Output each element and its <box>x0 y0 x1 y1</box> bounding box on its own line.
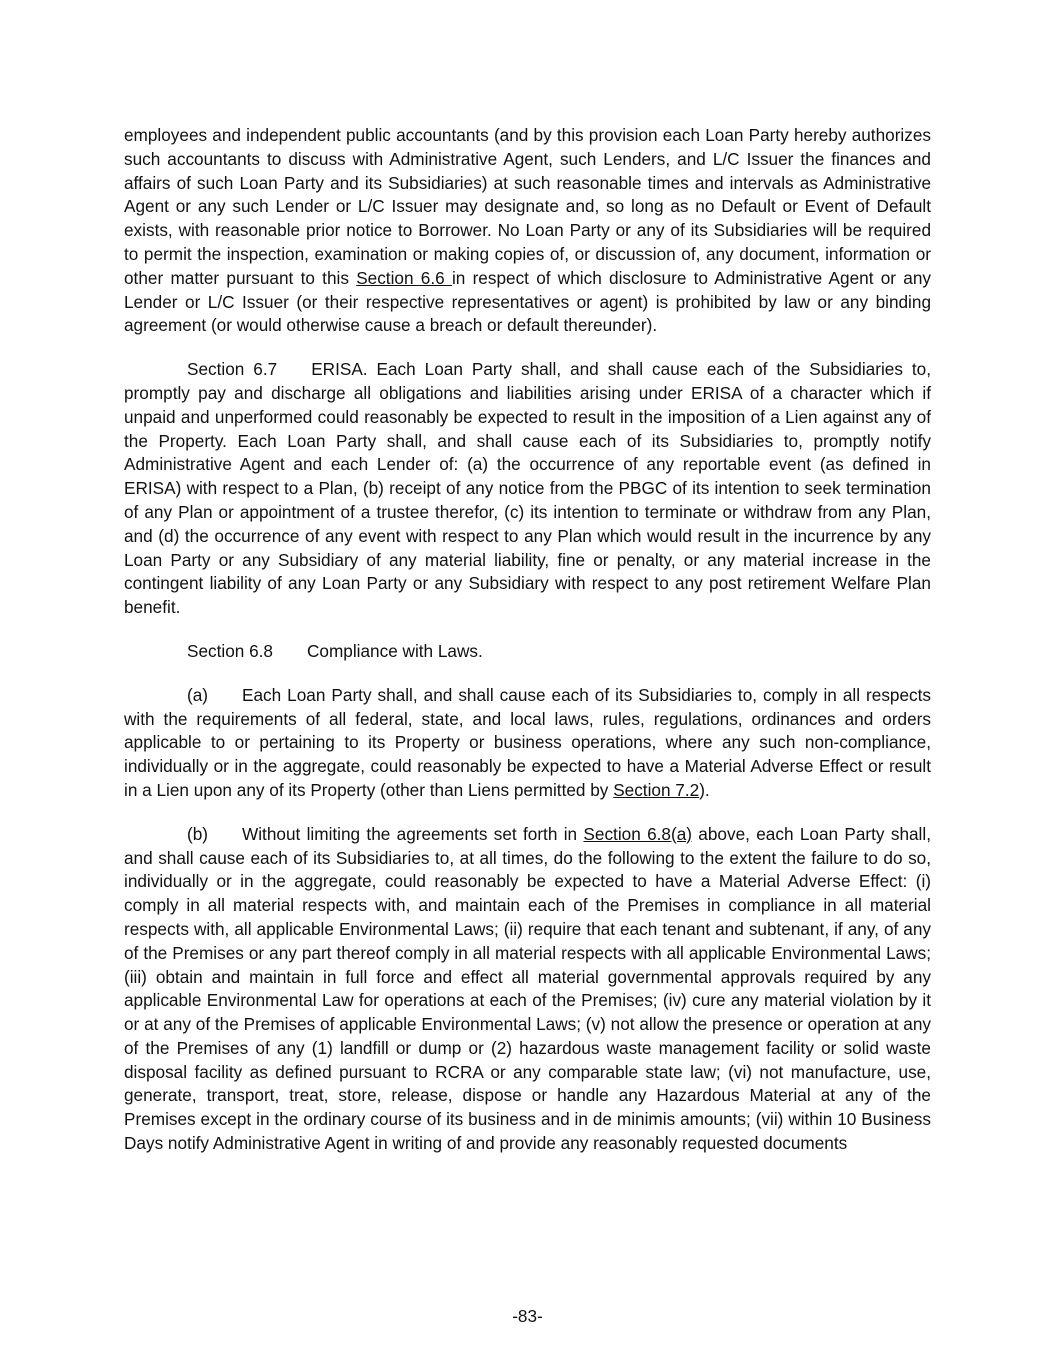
section-6-8-heading <box>124 640 931 664</box>
clause-label-a: (a) <box>187 684 209 705</box>
section-ref-6-6: Section 6.6 <box>356 267 452 288</box>
clause-label-b: (b) <box>187 823 209 844</box>
document-page <box>124 124 931 1176</box>
paragraph-text: in respect of which disclosure to Administrative Agent or any Lender or L/C Issuer (or their respective representatives or agent) is prohibited by law or any binding agreement (or would otherwise cause a breach or default thereunder). <box>124 267 931 336</box>
paragraph-6-6-continuation <box>124 124 931 338</box>
section-6-8-number: Section 6.8 <box>187 640 273 661</box>
section-6-8-a-paragraph <box>124 684 931 803</box>
section-6-7-number: Section 6.7 <box>187 359 278 380</box>
paragraph-text: employees and independent public accountants (and by this provision each Loan Party hereby authorizes such accountants to discuss with Administrative Agent, such Lenders, and L/C Issuer the finances and affairs of such Loan Party and its Subsidiaries) at such reasonable times and intervals as Administrative Agent or any such Lender or L/C Issuer may designate and, so long as no Default or Event of Default exists, with reasonable prior notice to Borrower. No Loan Party or any of its Subsidiaries will be required to permit the inspection, examination or making copies of, or discussion of, any document, information or other matter pursuant to this <box>124 125 931 288</box>
section-6-7-body: ERISA. Each Loan Party shall, and shall cause each of the Subsidiaries to, promptly pay and discharge all obligations and liabilities arising under ERISA of a character which if unpaid and unperformed could reasonably be expected to result in the imposition of a Lien against any of the Property. Each Loan Party shall, and shall cause each of its Subsidiaries to, promptly notify Administrative Agent and each Lender of: (a) the occurrence of any reportable event (as defined in ERISA) with respect to a Plan, (b) receipt of any notice from the PBGC of its intention to seek termination of any Plan or appointment of a trustee therefor, (c) its intention to terminate or withdraw from any Plan, and (d) the occurrence of any event with respect to any Plan which would result in the incurrence by any Loan Party or any Subsidiary of any material liability, fine or penalty, or any material increase in the contingent liability of any Loan Party or any Subsidiary with respect to any post retirement Welfare Plan benefit. <box>124 359 931 618</box>
section-6-8-title: Compliance with Laws. <box>307 640 483 661</box>
section-ref-6-8-a: Section 6.8(a) <box>583 823 692 844</box>
section-6-7-paragraph <box>124 358 931 620</box>
paragraph-text: Each Loan Party shall, and shall cause each of its Subsidiaries to, comply in all respects with the requirements of all federal, state, and local laws, rules, regulations, ordinances and orders applicable to or pertaining to its Property or business operations, where any such non-compliance, individually or in the aggregate, could reasonably be expected to have a Material Adverse Effect or result in a Lien upon any of its Property (other than Liens permitted by <box>124 684 931 800</box>
page-number: -83- <box>512 1306 543 1326</box>
section-6-8-b-paragraph <box>124 823 931 1156</box>
paragraph-text: above, each Loan Party shall, and shall cause each of its Subsidiaries to, at all times, do the following to the extent the failure to do so, individually or in the aggregate, could reasonably be expected to have a Material Adverse Effect: (i) comply in all material respects with, and maintain each of the Premises in compliance in all material respects with, all applicable Environmental Laws; (ii) require that each tenant and subtenant, if any, of any of the Premises or any part thereof comply in all material respects with all applicable Environmental Laws; (iii) obtain and maintain in full force and effect all material governmental approvals required by any applicable Environmental Law for operations at each of the Premises; (iv) cure any material violation by it or at any of the Premises of applicable Environmental Laws; (v) not allow the presence or operation at any of the Premises of any (1) landfill or dump or (2) hazardous waste management facility or solid waste disposal facility as defined pursuant to RCRA or any comparable state law; (vi) not manufacture, use, generate, transport, treat, store, release, dispose or handle any Hazardous Material at any of the Premises except in the ordinary course of its business and in de minimis amounts; (vii) within 10 Business Days notify Administrative Agent in writing of and provide any reasonably requested documents <box>124 823 931 1154</box>
section-ref-7-2: Section 7.2 <box>613 779 700 800</box>
paragraph-text: Without limiting the agreements set forth in <box>242 823 584 844</box>
paragraph-text: ). <box>699 779 710 800</box>
